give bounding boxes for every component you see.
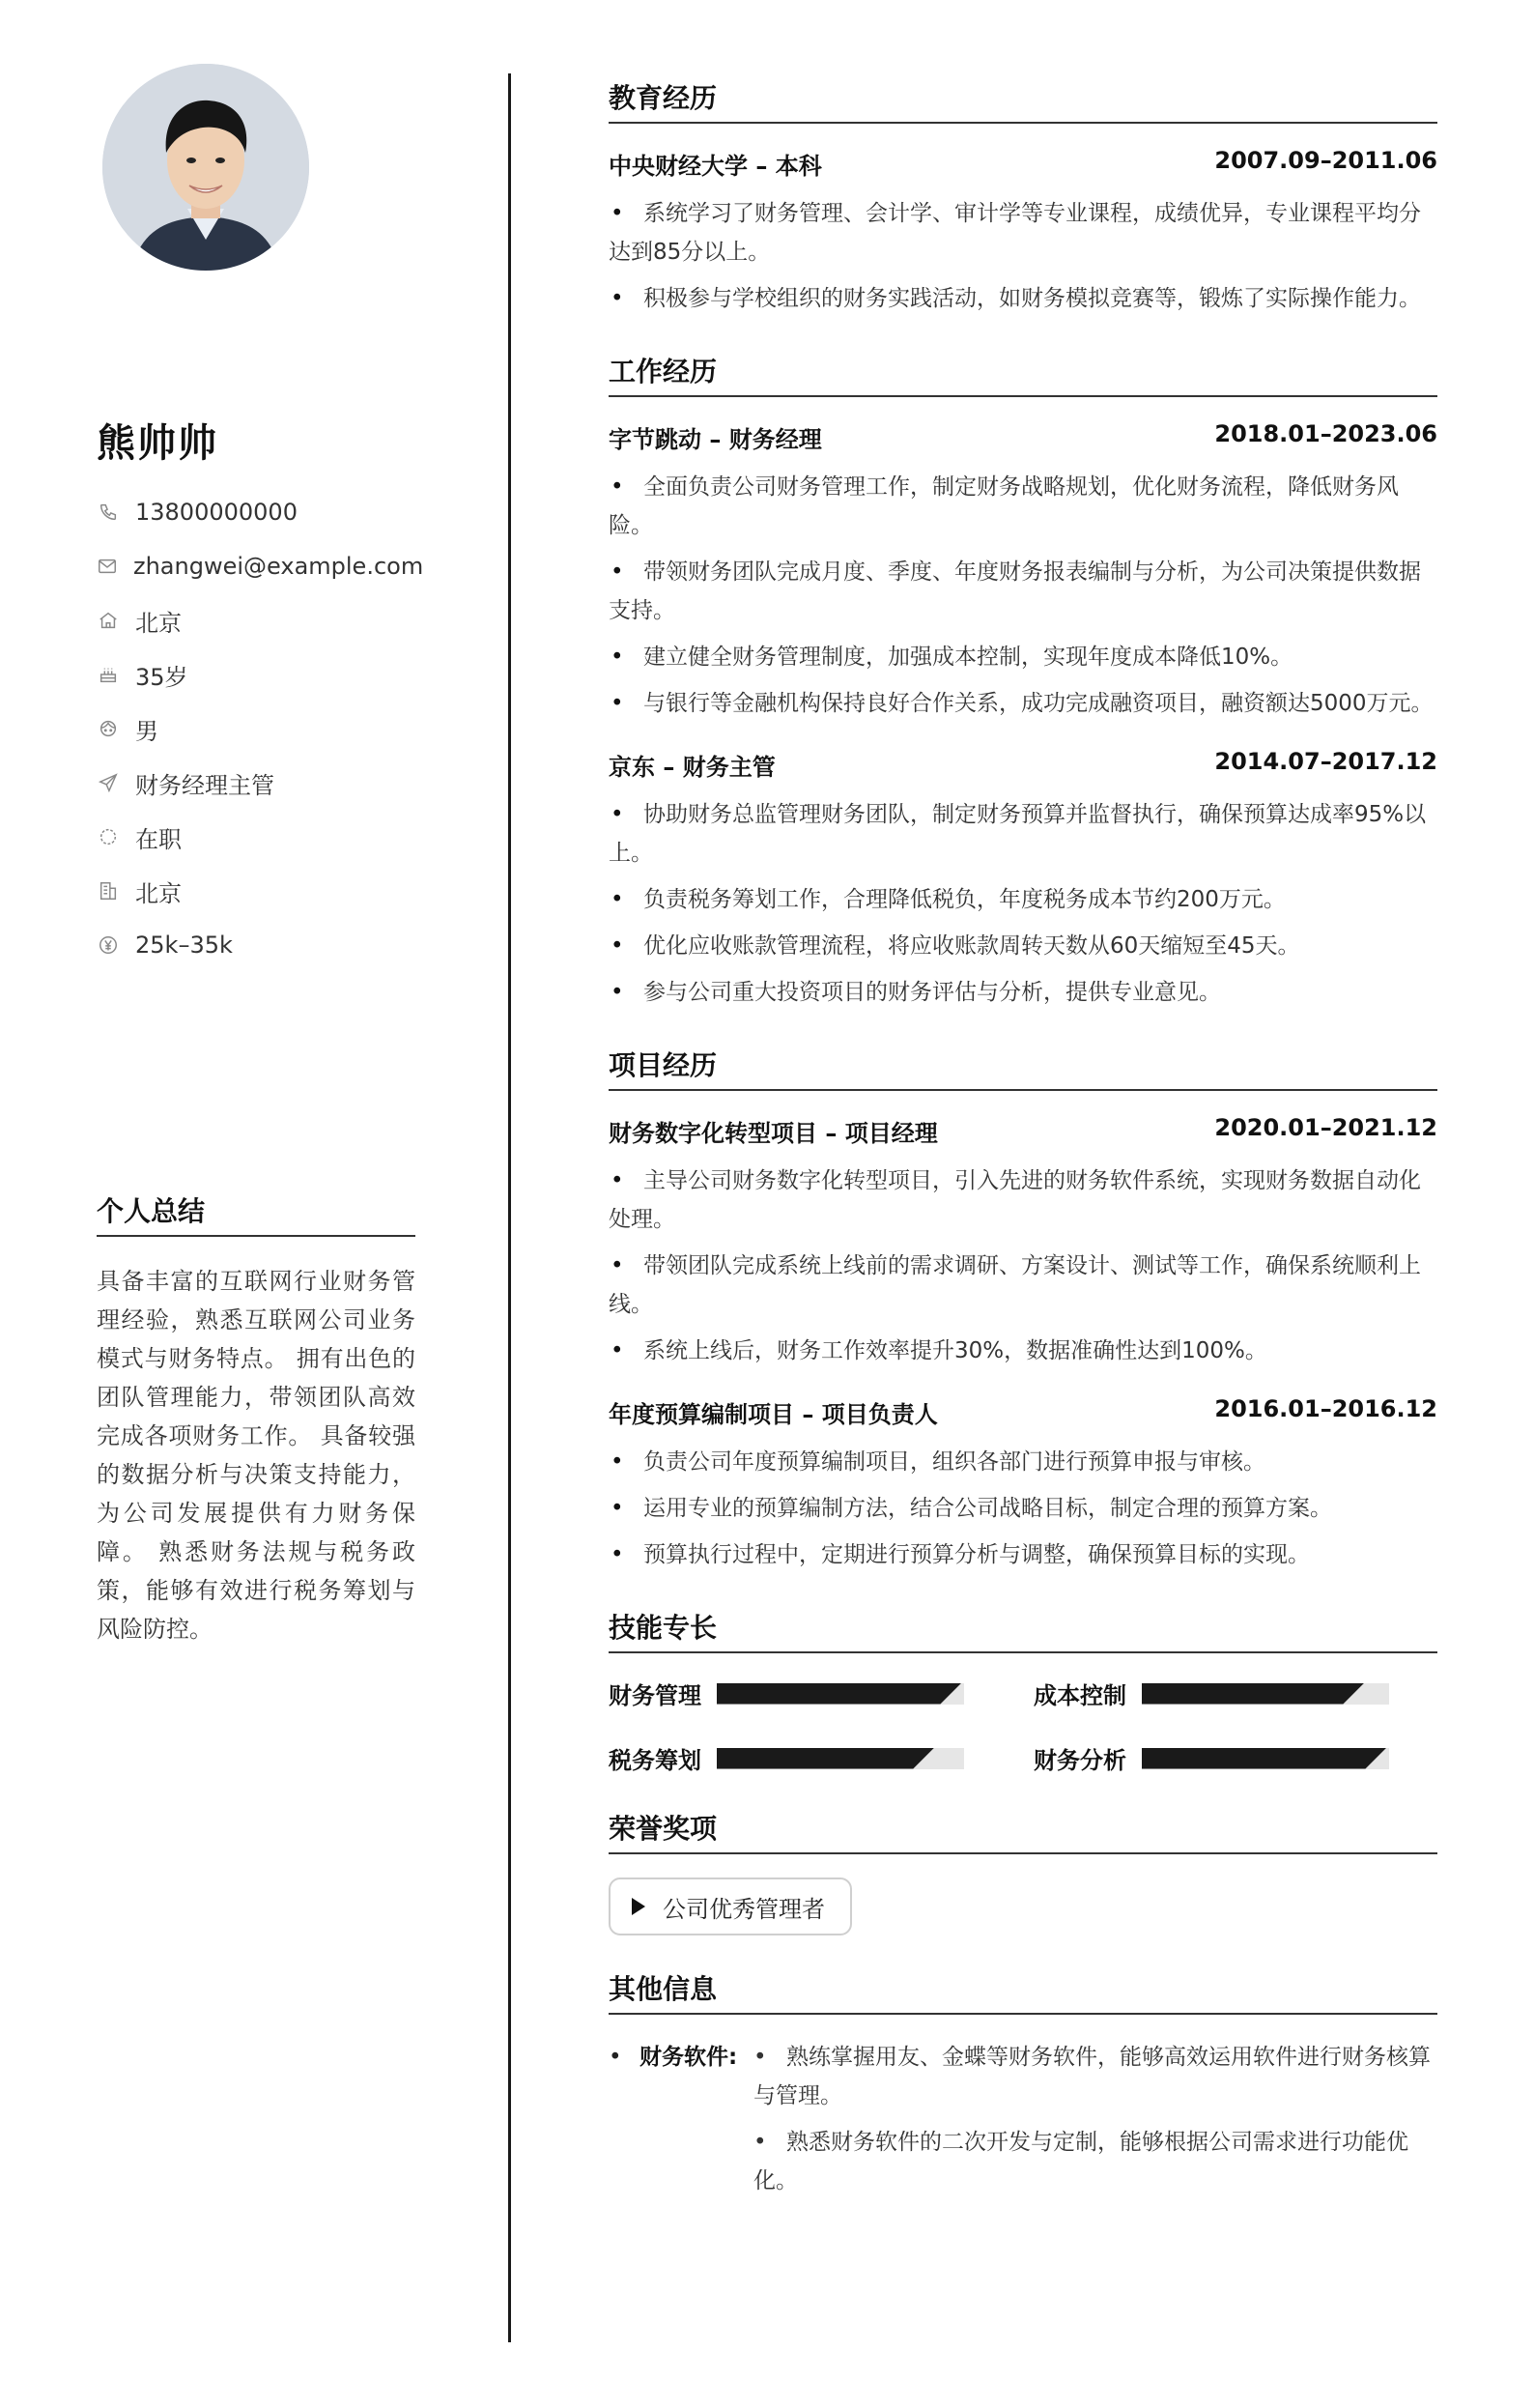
skill-bar-fill [1142,1748,1386,1769]
bullet-list [609,1443,1437,1574]
section-title: 工作经历 [609,351,1437,397]
section-title: 教育经历 [609,77,1437,124]
award-badge [609,1878,852,1935]
contact-info [97,485,424,972]
skill-bar [717,1683,964,1705]
list-item: • 主导公司财务数字化转型项目，引入先进的财务软件系统，实现财务数据自动化处理。 [609,1168,1421,1232]
other-label: 财务软件: [639,2045,738,2070]
section-title: 项目经历 [609,1045,1437,1091]
list-item: • 参与公司重大投资项目的财务评估与分析，提供专业意见。 [611,980,1221,1005]
list-item: • 负责税务筹划工作，合理降低税负，年度税务成本节约200万元。 [611,887,1286,912]
skill-bar-fill [717,1683,961,1705]
work-entry [609,420,1437,723]
salary-value: 25k–35k [135,932,233,959]
skills-section [609,1607,1437,1775]
list-item: • 运用专业的预算编制方法，结合公司战略目标，制定合理的预算方案。 [611,1496,1332,1521]
bullet-list [609,468,1437,723]
entry-org: 京东 – 财务主管 [609,754,776,781]
skill-label: 财务分析 [1034,1747,1126,1774]
skill-item [609,1677,1034,1710]
entry-date: 2020.01–2021.12 [1214,1114,1437,1141]
projects-section [609,1045,1437,1574]
gender-value: 男 [135,717,158,745]
skill-label: 成本控制 [1034,1682,1126,1709]
gender-row [97,702,415,756]
bullet-list [609,1161,1437,1370]
entry-header [609,420,1437,454]
home-icon [97,609,120,632]
summary-text: 具备丰富的互联网行业财务管理经验，熟悉互联网公司业务模式与财务特点。 拥有出色的团队管理能力，带领团队高效完成各项财务工作。 具备较强的数据分析与决策支持能力，为公司发展提供有力财务保障。 熟悉财务法规与税务政策，能够有效进行税务筹划与风险防控。 [97,1268,415,1643]
entry-date: 2016.01–2016.12 [1214,1395,1437,1422]
list-item: • 熟悉财务软件的二次开发与定制，能够根据公司需求进行功能优化。 [753,2130,1408,2193]
bullet-icon: • [609,2045,622,2070]
building-icon [97,879,120,903]
gender-icon [97,717,120,740]
send-icon [97,771,120,794]
entry-org: 年度预算编制项目 – 项目负责人 [609,1401,938,1428]
skill-label: 财务管理 [609,1682,701,1709]
skill-bar-fill [717,1748,934,1769]
phone-row [97,485,415,539]
other-section [609,1968,1437,2208]
phone-icon [97,501,120,524]
age-value: 35岁 [135,663,188,691]
project-entry [609,1114,1437,1370]
entry-header [609,147,1437,181]
position-row [97,756,415,810]
work-section [609,351,1437,1012]
list-item: • 系统学习了财务管理、会计学、审计学等专业课程，成绩优异，专业课程平均分达到85分以上。 [609,201,1421,265]
entry-header [609,1114,1437,1148]
section-title: 其他信息 [609,1968,1437,2015]
play-triangle-icon [632,1898,645,1915]
skill-bar [1142,1683,1389,1705]
entry-org: 财务数字化转型项目 – 项目经理 [609,1120,938,1147]
location-value: 北京 [135,609,182,637]
section-title: 荣誉奖项 [609,1808,1437,1854]
skill-bar-fill [1142,1683,1364,1705]
location-row [97,593,415,647]
candidate-name: 熊帅帅 [97,421,218,466]
list-item: • 带领团队完成系统上线前的需求调研、方案设计、测试等工作，确保系统顺利上线。 [609,1253,1421,1317]
entry-header [609,1395,1437,1429]
skill-item [1034,1677,1437,1710]
education-section [609,77,1437,318]
list-item: • 带领财务团队完成月度、季度、年度财务报表编制与分析，为公司决策提供数据支持。 [609,559,1421,623]
column-divider [508,73,511,2342]
honors-section [609,1808,1437,1935]
avatar [102,64,309,271]
entry-header [609,748,1437,782]
list-item: • 系统上线后，财务工作效率提升30%，数据准确性达到100%。 [611,1338,1267,1363]
phone-value: 13800000000 [135,499,298,526]
skill-item [1034,1741,1437,1775]
entry-org: 字节跳动 – 财务经理 [609,426,822,453]
education-entry [609,147,1437,318]
bullet-list [753,2038,1437,2208]
list-item: • 全面负责公司财务管理工作，制定财务战略规划，优化财务流程，降低财务风险。 [609,474,1399,538]
email-value: zhangwei@example.com [133,553,424,580]
section-title: 技能专长 [609,1607,1437,1653]
list-item: • 负责公司年度预算编制项目，组织各部门进行预算申报与审核。 [611,1449,1265,1475]
status-icon [97,825,120,848]
list-item: • 与银行等金融机构保持良好合作关系，成功完成融资项目，融资额达5000万元。 [611,691,1434,716]
entry-date: 2007.09–2011.06 [1214,147,1437,174]
list-item: • 协助财务总监管理财务团队，制定财务预算并监督执行，确保预算达成率95%以上。 [609,802,1427,866]
email-row [97,539,424,593]
city-row [97,864,415,918]
skill-label: 税务筹划 [609,1747,701,1774]
list-item: • 积极参与学校组织的财务实践活动，如财务模拟竞赛等，锻炼了实际操作能力。 [611,286,1421,311]
skill-bar [1142,1748,1389,1769]
skill-bar [717,1748,964,1769]
skill-item [609,1741,1034,1775]
yen-icon [97,933,120,957]
list-item: • 建立健全财务管理制度，加强成本控制，实现年度成本降低10%。 [611,645,1293,670]
list-item: • 预算执行过程中，定期进行预算分析与调整，确保预算目标的实现。 [611,1542,1310,1567]
mail-icon [97,555,118,578]
status-row [97,810,415,864]
bullet-list [609,795,1437,1012]
work-entry [609,748,1437,1012]
position-value: 财务经理主管 [135,771,274,799]
project-entry [609,1395,1437,1574]
award-label: 公司优秀管理者 [663,1895,825,1923]
list-item: • 优化应收账款管理流程，将应收账款周转天数从60天缩短至45天。 [611,933,1300,959]
entry-date: 2014.07–2017.12 [1214,748,1437,775]
status-value: 在职 [135,825,182,853]
other-info-row [609,2038,1437,2208]
age-row [97,647,415,702]
cake-icon [97,663,120,686]
bullet-list [609,194,1437,318]
right-column [609,77,1437,2241]
entry-date: 2018.01–2023.06 [1214,420,1437,447]
entry-org: 中央财经大学 – 本科 [609,153,822,180]
avatar-portrait-icon [102,64,309,271]
list-item: • 熟练掌握用友、金蝶等财务软件，能够高效运用软件进行财务核算与管理。 [753,2045,1431,2108]
city-value: 北京 [135,879,182,907]
summary-title: 个人总结 [97,1190,415,1237]
skills-grid [609,1677,1437,1775]
salary-row [97,918,415,972]
